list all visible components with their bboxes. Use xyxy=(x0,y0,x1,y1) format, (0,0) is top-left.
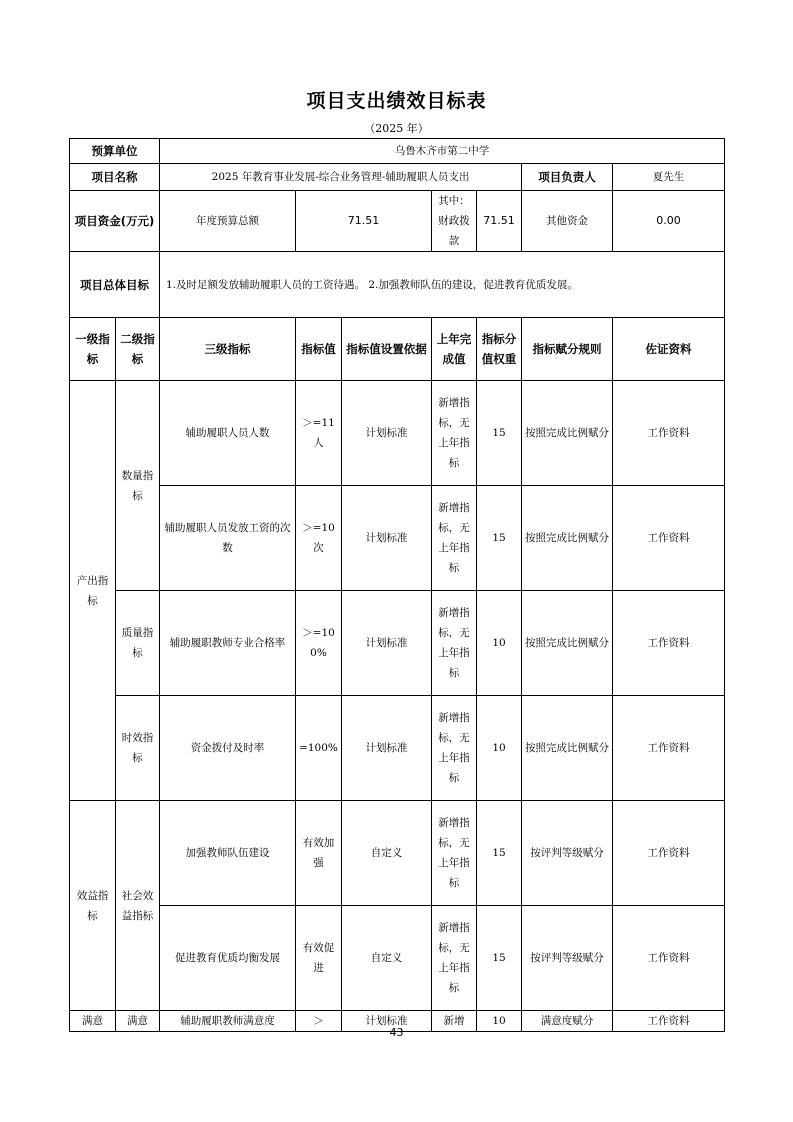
col-level2: 二级指标 xyxy=(116,318,160,381)
project-leader-value: 夏先生 xyxy=(613,164,725,191)
row-weight: 15 xyxy=(477,381,522,486)
row-l3: 辅助履职教师满意度 xyxy=(160,1011,296,1032)
row-evidence: 工作资料 xyxy=(613,381,725,486)
row-prev: 新增指标，无上年指标 xyxy=(432,486,477,591)
row-l3: 资金拨付及时率 xyxy=(160,696,296,801)
table-row xyxy=(70,591,725,696)
level2-satisfaction: 满意 xyxy=(116,1011,160,1032)
row-basis: 自定义 xyxy=(342,801,432,906)
row-prev: 新增指标，无上年指标 xyxy=(432,696,477,801)
row-prev: 新增指标，无上年指标 xyxy=(432,591,477,696)
row-weight: 15 xyxy=(477,801,522,906)
annual-budget-label: 年度预算总额 xyxy=(160,191,296,252)
row-l3: 辅助履职教师专业合格率 xyxy=(160,591,296,696)
annual-budget-value: 71.51 xyxy=(296,191,432,252)
goal-value: 1.及时足额发放辅助履职人员的工资待遇。 2.加强教师队伍的建设，促进教育优质发展。 xyxy=(160,252,725,318)
col-level3: 三级指标 xyxy=(160,318,296,381)
budget-unit-label: 预算单位 xyxy=(70,139,160,164)
funds-label: 项目资金(万元) xyxy=(70,191,160,252)
row-value: 有效促进 xyxy=(296,906,342,1011)
row-basis: 自定义 xyxy=(342,906,432,1011)
row-l3: 促进教育优质均衡发展 xyxy=(160,906,296,1011)
row-weight: 10 xyxy=(477,591,522,696)
row-value: 有效加强 xyxy=(296,801,342,906)
row-rule: 按照完成比例赋分 xyxy=(522,696,613,801)
row-basis: 计划标准 xyxy=(342,696,432,801)
row-weight: 15 xyxy=(477,486,522,591)
table-row xyxy=(70,486,725,591)
other-funds-value: 0.00 xyxy=(613,191,725,252)
row-evidence: 工作资料 xyxy=(613,1011,725,1032)
col-rule: 指标赋分规则 xyxy=(522,318,613,381)
row-evidence: 工作资料 xyxy=(613,591,725,696)
row-prev: 新增 xyxy=(432,1011,477,1032)
goal-label: 项目总体目标 xyxy=(70,252,160,318)
row-basis: 计划标准 xyxy=(342,1011,432,1032)
budget-unit-value: 乌鲁木齐市第二中学 xyxy=(160,139,725,164)
page-number: 43 xyxy=(389,1026,404,1039)
level2-quantity: 数量指标 xyxy=(116,381,160,591)
row-weight: 10 xyxy=(477,696,522,801)
row-value: ＞ xyxy=(296,1011,342,1032)
row-basis: 计划标准 xyxy=(342,591,432,696)
row-rule: 按照完成比例赋分 xyxy=(522,591,613,696)
row-basis: 计划标准 xyxy=(342,381,432,486)
row-value: ＞=10次 xyxy=(296,486,342,591)
row-value: ＞=11人 xyxy=(296,381,342,486)
col-value: 指标值 xyxy=(296,318,342,381)
row-evidence: 工作资料 xyxy=(613,801,725,906)
project-name-label: 项目名称 xyxy=(70,164,160,191)
row-rule: 按评判等级赋分 xyxy=(522,906,613,1011)
row-rule: 按照完成比例赋分 xyxy=(522,486,613,591)
table-row xyxy=(70,801,725,906)
fiscal-value: 71.51 xyxy=(477,191,522,252)
other-funds-label: 其他资金 xyxy=(522,191,613,252)
table-row xyxy=(70,906,725,1011)
row-basis: 计划标准 xyxy=(342,486,432,591)
row-l3: 加强教师队伍建设 xyxy=(160,801,296,906)
col-weight: 指标分值权重 xyxy=(477,318,522,381)
row-prev: 新增指标，无上年指标 xyxy=(432,381,477,486)
row-evidence: 工作资料 xyxy=(613,906,725,1011)
row-evidence: 工作资料 xyxy=(613,486,725,591)
fiscal-label: 其中：财政拨款 xyxy=(432,191,477,252)
table-row xyxy=(70,696,725,801)
level2-social: 社会效益指标 xyxy=(116,801,160,1011)
row-value: ＞=100% xyxy=(296,591,342,696)
col-evidence: 佐证资料 xyxy=(613,318,725,381)
row-prev: 新增指标，无上年指标 xyxy=(432,801,477,906)
row-rule: 按照完成比例赋分 xyxy=(522,381,613,486)
row-l3: 辅助履职人员人数 xyxy=(160,381,296,486)
project-name-value: 2025 年教育事业发展-综合业务管理-辅助履职人员支出 xyxy=(160,164,522,191)
row-prev: 新增指标，无上年指标 xyxy=(432,906,477,1011)
level2-quality: 质量指标 xyxy=(116,591,160,696)
row-rule: 按评判等级赋分 xyxy=(522,801,613,906)
row-l3: 辅助履职人员发放工资的次数 xyxy=(160,486,296,591)
row-weight: 15 xyxy=(477,906,522,1011)
project-leader-label: 项目负责人 xyxy=(522,164,613,191)
level1-satisfaction: 满意 xyxy=(70,1011,116,1032)
row-rule: 满意度赋分 xyxy=(522,1011,613,1032)
row-evidence: 工作资料 xyxy=(613,696,725,801)
year-subtitle: （2025 年） xyxy=(364,122,429,135)
col-basis: 指标值设置依据 xyxy=(342,318,432,381)
table-row xyxy=(70,381,725,486)
row-weight: 10 xyxy=(477,1011,522,1032)
col-prev: 上年完成值 xyxy=(432,318,477,381)
page-title: 项目支出绩效目标表 xyxy=(306,90,487,112)
level2-timeliness: 时效指标 xyxy=(116,696,160,801)
level1-benefit: 效益指标 xyxy=(70,801,116,1011)
row-value: =100% xyxy=(296,696,342,801)
performance-table xyxy=(69,138,725,1032)
level1-output: 产出指标 xyxy=(70,381,116,801)
col-level1: 一级指标 xyxy=(70,318,116,381)
